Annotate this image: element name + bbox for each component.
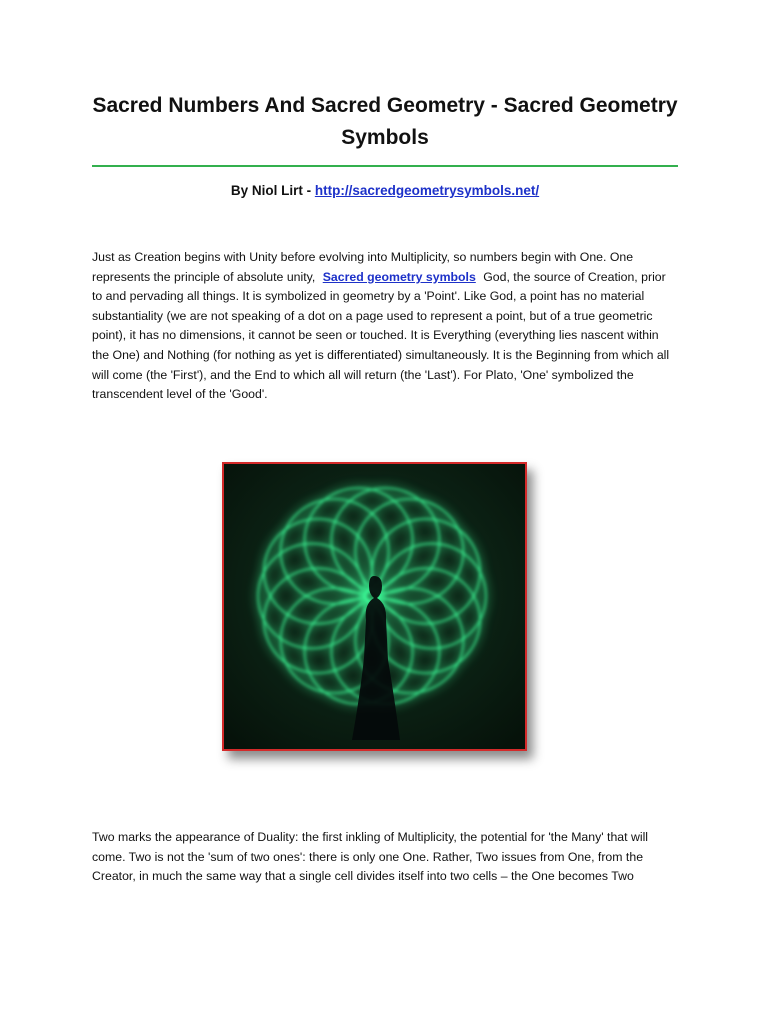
author-site-link[interactable]: http://sacredgeometrysymbols.net/ (314, 183, 540, 198)
title-divider (92, 165, 678, 167)
page-title: Sacred Numbers And Sacred Geometry - Sacred Geometry Symbols (92, 94, 678, 149)
light-painting-photo (222, 462, 527, 751)
glowing-flower-image (224, 464, 525, 749)
paragraph-one-text-start: Just as Creation begins with Unity before evolving into Multiplicity, so numbers begin with One. One represents the principle of absolute unity, (92, 250, 634, 284)
paragraph-one-text-end: God, the source of Creation, prior to and pervading all things. It is symbolized in geometry by a 'Point'. Like God, a point has no material substantiality (we are not speaking of a dot on a page used to represent a point, but of a true geometric point), it has no dimensions, it cannot be seen or touched. It is Everything (everything lies nascent within the One) and Nothing (for nothing as yet is differentiated) simultaneously. It is the Beginning from which all will come (the 'First'), and the End to which all will return (the 'Last'). For Plato, 'One' symbolized the transcendent level of the 'Good'. (92, 269, 670, 402)
paragraph-one (92, 248, 678, 405)
paragraph-two: Two marks the appearance of Duality: the first inkling of Multiplicity, the potential for 'the Many' that will come. Two is not the 'sum of two ones': there is only one One. Rather, Two issues from One, from the Creator, in much the same way that a single cell divides itself into two cells – the One becomes Two (92, 830, 649, 884)
sacred-geometry-link[interactable]: Sacred geometry symbols (322, 269, 476, 284)
byline-author: By Niol Lirt - (230, 183, 315, 198)
byline (92, 183, 678, 198)
